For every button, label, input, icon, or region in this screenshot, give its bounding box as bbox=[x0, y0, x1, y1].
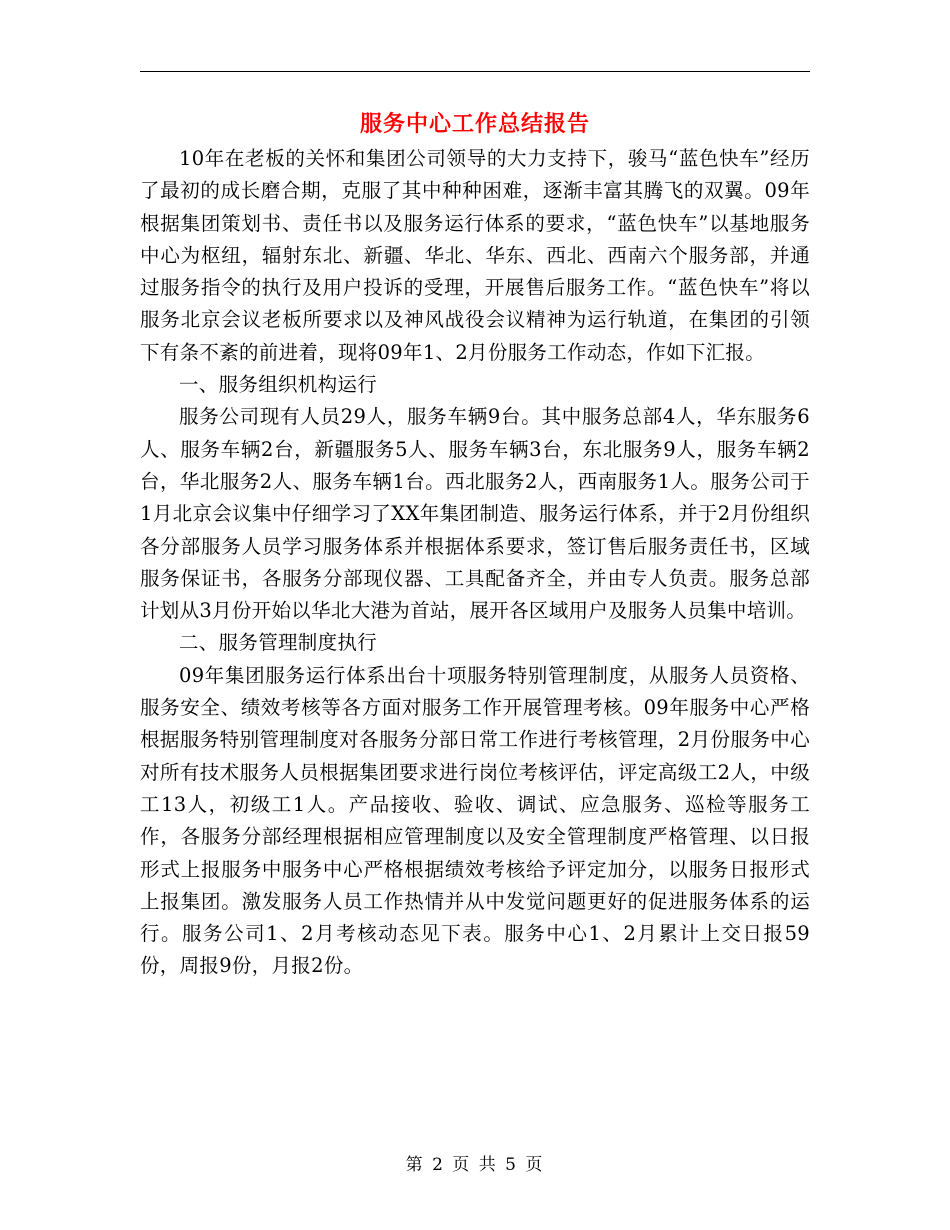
organization-paragraph: 服务公司现有人员29人，服务车辆9台。其中服务总部4人，华东服务6人、服务车辆2台，新疆服务5人、服务车辆3台，东北服务9人，服务车辆2台，华北服务2人、服务车辆1台。西北服务2人，西南服务1人。服务公司于1月北京会议集中仔细学习了XX年集团制造、服务运行体系，并于2月份组织各分部服务人员学习服务体系并根据体系要求，签订售后服务责任书，区域服务保证书，各服务分部现仪器、工具配备齐全，并由专人负责。服务总部计划从3月份开始以华北大港为首站，展开各区域用户及服务人员集中培训。 bbox=[140, 405, 810, 623]
page-number-footer: 第 2 页 共 5 页 bbox=[405, 1155, 545, 1175]
intro-paragraph: 10年在老板的关怀和集团公司领导的大力支持下，骏马“蓝色快车”经历了最初的成长磨合期，克服了其中种种困难，逐渐丰富其腾飞的双翼。09年根据集团策划书、责任书以及服务运行体系的要求，“蓝色快车”以基地服务中心为枢纽，辐射东北、新疆、华北、华东、西北、西南六个服务部，并通过服务指令的执行及用户投诉的受理，开展售后服务工作。“蓝色快车”将以服务北京会议老板所要求以及神风战役会议精神为运行轨道，在集团的引领下有条不紊的前进着，现将09年1、2月份服务工作动态，作如下汇报。 bbox=[140, 147, 810, 364]
section-heading-management: 二、服务管理制度执行 bbox=[179, 631, 378, 655]
document-body bbox=[140, 143, 810, 983]
section-heading-organization: 一、服务组织机构运行 bbox=[179, 373, 378, 397]
management-paragraph: 09年集团服务运行体系出台十项服务特别管理制度，从服务人员资格、服务安全、绩效考核等各方面对服务工作开展管理考核。09年服务中心严格根据服务特别管理制度对各服务分部日常工作进行考核管理，2月份服务中心对所有技术服务人员根据集团要求进行岗位考核评估，评定高级工2人，中级工13人，初级工1人。产品接收、验收、调试、应急服务、巡检等服务工作，各服务分部经理根据相应管理制度以及安全管理制度严格管理、以日报形式上报服务中服务中心严格根据绩效考核给予评定加分，以服务日报形式上报集团。激发服务人员工作热情并从中发觉问题更好的促进服务体系的运行。服务公司1、2月考核动态见下表。服务中心1、2月累计上交日报59份，周报9份，月报2份。 bbox=[140, 663, 810, 978]
header-rule bbox=[140, 71, 810, 72]
document-title: 服务中心工作总结报告 bbox=[359, 111, 590, 137]
